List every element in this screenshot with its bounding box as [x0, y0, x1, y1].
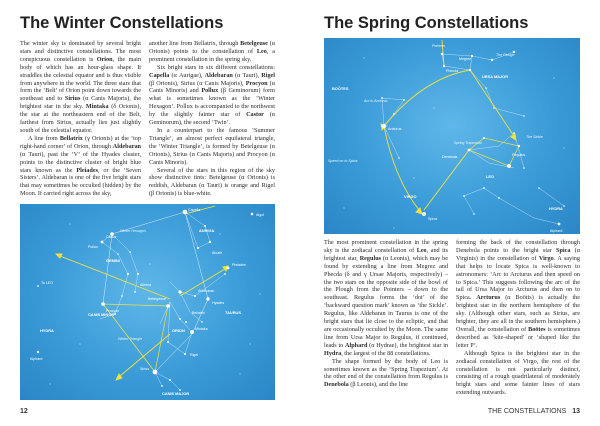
spring-star-map [324, 38, 580, 234]
left-col2-para-1: another line from Bellatrix, through Betelgeuse (α Orionis) points to the constellation of Leo, a prominent constellation in the spring sky. [149, 40, 275, 63]
label-orion: ORION [172, 328, 185, 333]
left-folio [20, 408, 28, 415]
label-canis-minor: CANIS MINOR [88, 312, 115, 317]
label-arc-to-arcturus: Arc to Arcturus [364, 99, 388, 103]
label-spring-trapezium: Spring Trapezium [454, 141, 483, 145]
label-auriga: AURIGA [199, 228, 215, 233]
label-bellatrix: Bellatrix [192, 311, 205, 315]
label-pleiades: Pleiades [232, 263, 246, 267]
label-alhena: Alhena [140, 283, 152, 287]
label-hydra-spring: HYDRA [549, 206, 563, 211]
label-leo: LEO [486, 174, 494, 179]
right-page-title: The Spring Constellations [324, 14, 529, 32]
label-ursa-major: URSA MAJOR [482, 74, 509, 79]
label-the-sickle: The Sickle [526, 135, 543, 139]
label-arcturus: Arcturus [388, 127, 402, 131]
label-bootes: BOÖTES [332, 86, 349, 91]
right-body-column-1 [324, 239, 448, 389]
label-canis-major: CANIS MAJOR [162, 391, 190, 396]
label-megrez: Megrez [459, 57, 471, 61]
right-col2-para-1: forming the back of the constellation through Denebola points to the bright star Spica (α Virginis) in the constellation of Virgo. A saying that helps to locate Spica is well-known to astronomers: ‘Arc to Arcturus and then speed on to Spica.’ This suggests following the arc of the tail of Ursa Major to Arcturus and then on to Spica. Arcturus (α Boötis) is actually the brightest star in the northern hemisphere of the sky. (Although other stars, such as Sirius, are brighter, they are all in the southern hemisphere.) Overall, the constellation of Boötes is sometimes described as ‘kite-shaped’ or ‘shaped like the letter P’. [456, 239, 581, 349]
label-phecda: Phecda [446, 69, 459, 73]
label-taurus: TAURUS [225, 310, 241, 315]
left-body-column-1 [20, 40, 141, 198]
label-speed-on-to-spica: Speed on to Spica [328, 159, 358, 163]
right-page-number: 13 [572, 408, 580, 415]
label-alphard: Alphard [30, 357, 43, 361]
right-col2-para-2: Although Spica is the brightest star in the zodiacal constellation of Virgo, the rest of the constellation is not particularly distinct, consisting of a rough quadrilateral of moderately bright stars and some fainter lines of stars extending outwards. [456, 349, 580, 397]
label-castor: Castor [106, 235, 117, 239]
winter-constellation-lines [100, 212, 225, 390]
left-col2-para-2: Six bright stars in six different constellations: Capella (α Aurigae), Aldebaran (α Tauri), Rigel (β Orionis), Sirius (α Canis Majoris), Procyon (α Canis Minoris) and Pollux (β Geminorum) form what is sometimes known as the ‘Winter Hexagon’. Pollux is accompanied to the northwest by the slightly fainter star of Castor (α Geminorum), the second ‘Twin’. [149, 63, 275, 127]
label-alnath: Alnath [212, 251, 223, 255]
left-col2-para-3: In a counterpart to the famous ‘Summer Triangle’, an almost perfect equilateral triangle, the ‘Winter Triangle’, is formed by Betelgeuse (α Orionis), Sirius (α Canis Majoris) and Procyon (α Canis Minoris). [149, 126, 275, 166]
label-hydra: HYDRA [40, 328, 54, 333]
left-body-column-2 [149, 40, 275, 198]
label-rigel: Rigel [190, 353, 199, 357]
left-page-number: 12 [20, 408, 28, 415]
label-hyades: Hyades [212, 301, 225, 305]
label-virgo: VIRGO [404, 194, 417, 199]
winter-hexagon-outline [103, 212, 208, 372]
left-page-title: The Winter Constellations [20, 14, 224, 32]
left-col1-para-1: The winter sky is dominated by several bright stars and distinctive constellations. The most conspicuous constellation is Orion, the main body of which has an hour-glass shape. It straddles the celestial equator and is thus visible from anywhere in the world. The three stars that form the ‘Belt’ of Orion point down towards the southeast and to Sirius (α Canis Majoris), the brightest star in the sky. Mintaka (δ Orionis), the star at the northeastern end of the Belt, farthest from Sirius, actually lies just slightly south of the celestial equator. [20, 40, 141, 134]
right-col1-para-2: The shape formed by the body of Leo is sometimes known as the ‘Spring Trapezium’. At the other end of the constellation from Regulus is Denebola (β Leonis), and the line [324, 357, 448, 389]
label-aldebaran: Aldebaran [198, 289, 215, 293]
label-mintaka: Mintaka [195, 327, 208, 331]
label-spica: Spica [428, 217, 437, 221]
label-betelgeuse: Betelgeuse [148, 297, 166, 301]
right-page [300, 0, 600, 426]
label-to-leo: To LEO [41, 281, 53, 285]
winter-star-map [20, 204, 275, 400]
label-pollux: Pollux [88, 245, 98, 249]
right-col1-para-1: The most prominent constellation in the spring sky is the zodiacal constellation of Leo, and its brightest star, Regulus (α Leonis), which may be found by extending a line from Megrez and Phecda (δ and γ Ursae Majoris, respectively) – the two stars on the opposite side of the bowl of the Plough from the Pointers – down to the southeast. Regulus forms the ‘dot’ of the ‘backward question mark’ known as ‘the Sickle’. Regulus, like Aldebaran in Taurus is one of the bright stars that lie close to the ecliptic, and that are occasionally occulted by the Moon. The same line from Ursa Major to Regulus, if continued, leads to Alphard (α Hydrae), the brightest star in Hydra, the largest of the 88 constellations. [324, 239, 449, 357]
label-algol: Algol [256, 213, 264, 217]
label-pointers: Pointers [432, 44, 446, 48]
label-winter-triangle: Winter Triangle [118, 337, 143, 341]
left-col2-para-4: Several of the stars in this region of the sky show distinctive tints: Betelgeuse (α Orionis) is reddish, Aldebaran (α Tauri) is orange and Rigel (β Orionis) is blue-white. [149, 166, 275, 198]
label-capella: Capella [188, 208, 201, 212]
right-folio [478, 408, 580, 415]
label-winter-hexagon: Winter Hexagon [120, 229, 146, 233]
label-regulus: Regulus [512, 153, 526, 157]
right-running-head: THE CONSTELLATIONS [487, 408, 567, 415]
winter-star-map-svg [20, 204, 275, 400]
label-procyon: Procyon [106, 309, 120, 313]
left-col1-para-2: A line from Bellatrix (γ Orionis) at the ‘top right-hand corner’ of Orion, through Aldebaran (α Tauri), past the ‘V’ of the Hyades cluster, points to the distinctive cluster of bright blue stars known as the Pleiades, or the ‘Seven Sisters’. Aldebaran is one of the five bright stars that may sometimes be occulted (hidden) by the Moon. If carried right across the sky, [20, 134, 141, 198]
spring-star-map-svg [324, 38, 580, 234]
label-denebola: Denebola [442, 155, 458, 159]
label-sirius: Sirius [140, 367, 149, 371]
label-alphard-spring: Alphard [550, 229, 563, 233]
label-the-plough: The Plough [496, 53, 515, 57]
right-body-column-2 [456, 239, 580, 397]
spring-stars [344, 51, 565, 229]
label-gemini: GEMINI [106, 258, 120, 263]
